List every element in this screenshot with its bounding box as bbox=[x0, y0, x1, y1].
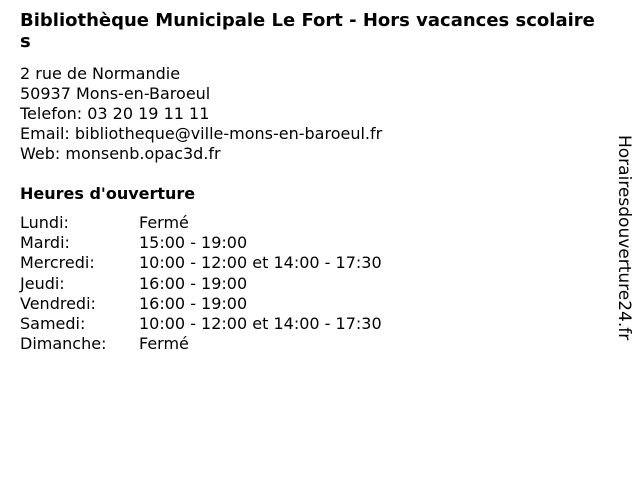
phone-line: Telefon: 03 20 19 11 11 bbox=[20, 104, 210, 123]
hours-time: 16:00 - 19:00 bbox=[139, 273, 248, 293]
hours-time: Fermé bbox=[139, 213, 189, 232]
opening-hours-table bbox=[20, 213, 382, 354]
hours-row-sunday bbox=[20, 334, 382, 354]
hours-row-saturday bbox=[20, 314, 382, 334]
hours-row-wednesday bbox=[20, 253, 382, 273]
hours-time: 16:00 - 19:00 bbox=[139, 293, 248, 313]
page-title: Bibliothèque Municipale Le Fort - Hors vacances scolaires bbox=[20, 10, 595, 52]
address-street: 2 rue de Normandie bbox=[20, 64, 181, 83]
hours-row-friday bbox=[20, 294, 382, 314]
hours-day: Mercredi: bbox=[20, 253, 95, 273]
hours-day: Mardi: bbox=[20, 233, 70, 253]
hours-time: 15:00 - 19:00 bbox=[139, 233, 248, 253]
hours-heading: Heures d'ouverture bbox=[20, 184, 196, 203]
address-block bbox=[20, 64, 382, 164]
hours-day: Lundi: bbox=[20, 213, 69, 232]
hours-row-monday bbox=[20, 213, 382, 233]
email-line: Email: bibliotheque@ville-mons-en-baroeul.fr bbox=[20, 124, 383, 143]
hours-time: Fermé bbox=[139, 334, 189, 354]
hours-row-tuesday bbox=[20, 233, 382, 253]
address-city: 50937 Mons-en-Baroeul bbox=[20, 84, 211, 103]
hours-day: Vendredi: bbox=[20, 293, 96, 313]
site-watermark: Horairesdouverture24.fr bbox=[614, 135, 634, 341]
web-line: Web: monsenb.opac3d.fr bbox=[20, 144, 221, 163]
hours-row-thursday bbox=[20, 274, 382, 294]
hours-time: 10:00 - 12:00 et 14:00 - 17:30 bbox=[139, 314, 382, 334]
hours-day: Dimanche: bbox=[20, 334, 107, 354]
hours-day: Samedi: bbox=[20, 314, 86, 334]
hours-time: 10:00 - 12:00 et 14:00 - 17:30 bbox=[139, 253, 382, 273]
hours-day: Jeudi: bbox=[20, 273, 65, 293]
